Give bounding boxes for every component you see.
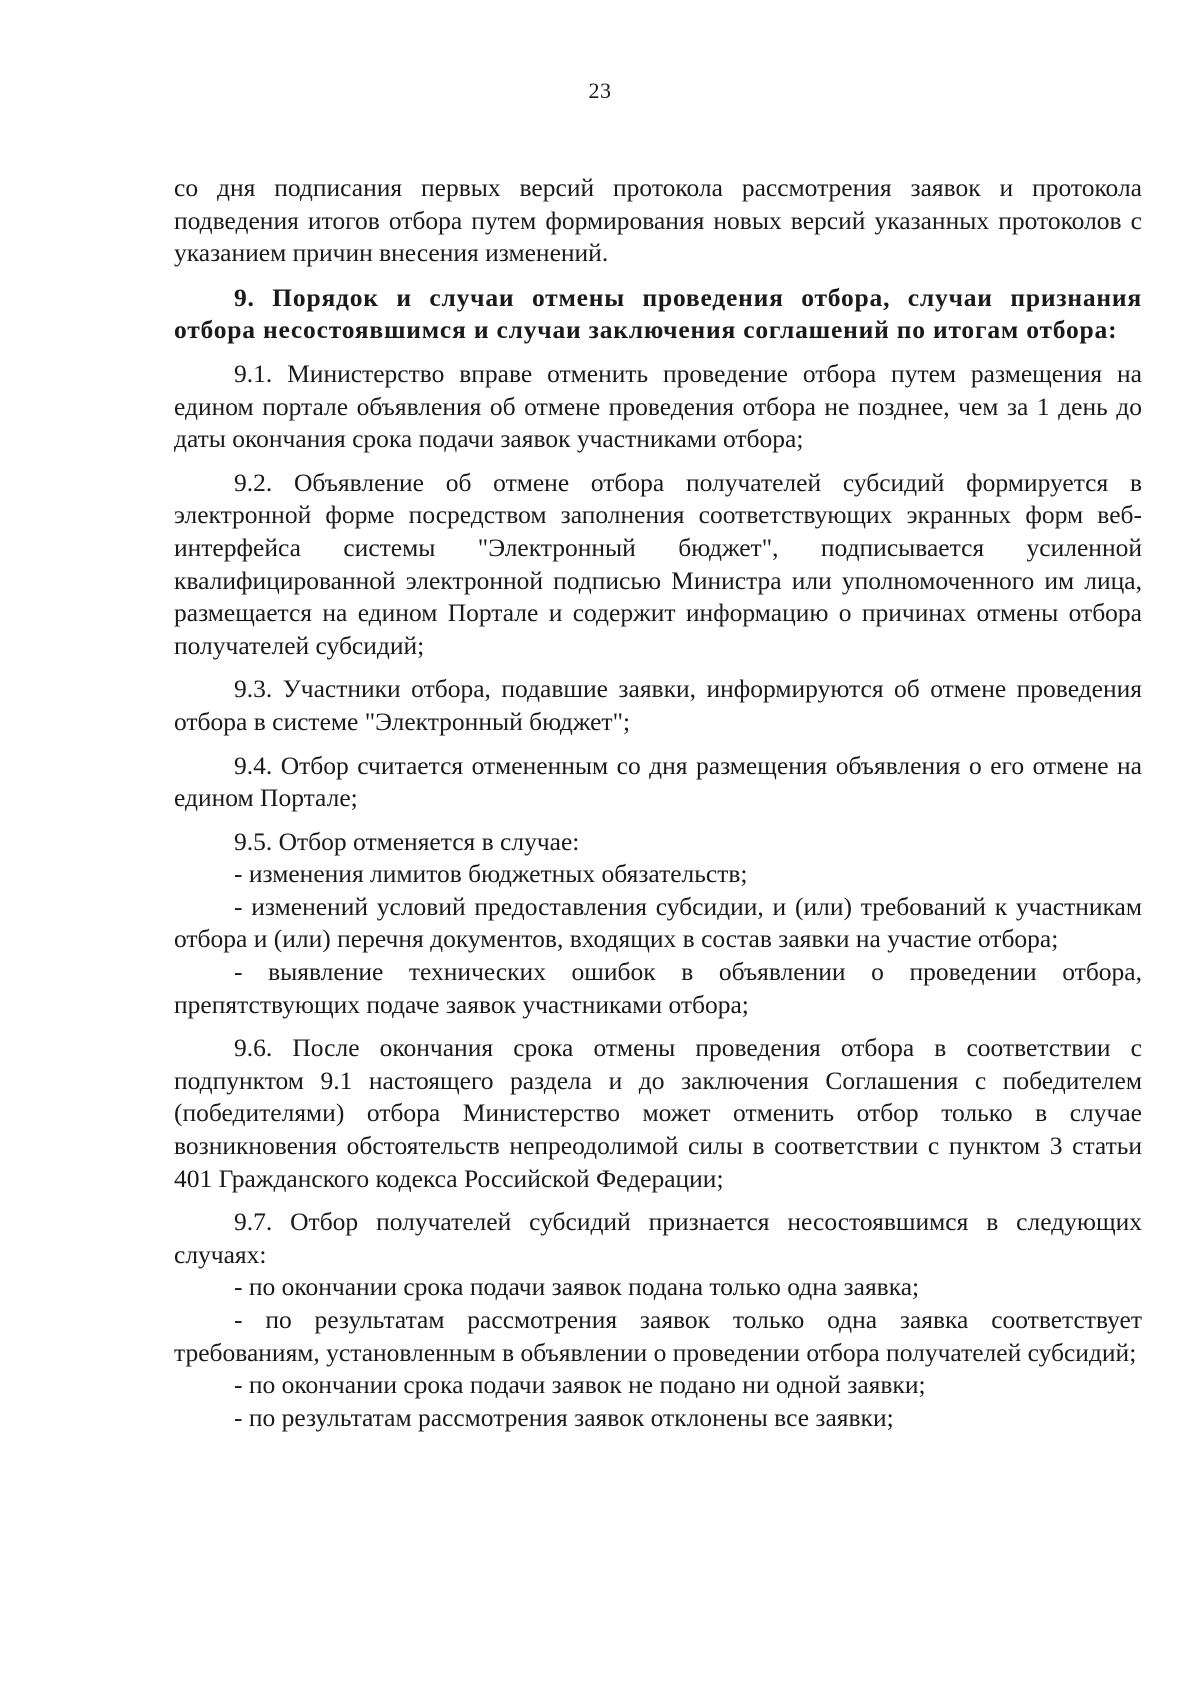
paragraph-9-7: 9.7. Отбор получателей субсидий признается несостоявшимся в следующих случаях: bbox=[174, 1207, 1142, 1269]
list-item-9-7-d: - по результатам рассмотрения заявок отклонены все заявки; bbox=[234, 1402, 894, 1432]
list-item-9-7-b: - по результатам рассмотрения заявок только одна заявка соответствует требованиям, установленным в объявлении о проведении отбора получателей субсидий; bbox=[174, 1305, 1142, 1367]
list-item-9-7-a: - по окончании срока подачи заявок подана только одна заявка; bbox=[234, 1272, 920, 1302]
paragraph-continuation: со дня подписания первых версий протокола рассмотрения заявок и протокола подведения итогов отбора путем формирования новых версий указанных протоколов с указанием причин внесения изменений. bbox=[174, 173, 1142, 268]
paragraph-9-4: 9.4. Отбор считается отмененным со дня размещения объявления о его отмене на едином Портале; bbox=[174, 750, 1142, 813]
list-item-9-5-a: - изменения лимитов бюджетных обязательств; bbox=[234, 859, 748, 889]
paragraph-9-5: 9.5. Отбор отменяется в случае: bbox=[234, 826, 580, 856]
paragraph-9-1: 9.1. Министерство вправе отменить проведение отбора путем размещения на едином портале объявления об отмене проведения отбора не позднее, чем за 1 день до даты окончания срока подачи заявок участниками отбора; bbox=[174, 358, 1142, 454]
list-item-9-5-c: - выявление технических ошибок в объявлении о проведении отбора, препятствующих подаче заявок участниками отбора; bbox=[174, 957, 1142, 1019]
paragraph-9-2: 9.2. Объявление об отмене отбора получателей субсидий формируется в электронной форме посредством заполнения соответствующих экранных форм веб-интерфейса системы "Электронный бюджет", подписывается усиленной квалифицированной электронной подписью Министра или уполномоченного им лица, размещается на едином Портале и содержит информацию о причинах отмены отбора получателей субсидий; bbox=[174, 467, 1142, 660]
list-item-9-5-b: - изменений условий предоставления субсидии, и (или) требований к участникам отбора и (или) перечня документов, входящих в состав заявки на участие отбора; bbox=[174, 891, 1142, 954]
list-item-9-7-c: - по окончании срока подачи заявок не подано ни одной заявки; bbox=[234, 1370, 926, 1400]
paragraph-9-6: 9.6. После окончания срока отмены проведения отбора в соответствии с подпунктом 9.1 настоящего раздела и до заключения Соглашения с победителем (победителями) отбора Министерство может отменить отбор только в случае возникновения обстоятельств непреодолимой силы в соответствии с пунктом 3 статьи 401 Гражданского кодекса Российской Федерации; bbox=[174, 1033, 1142, 1193]
paragraph-9-3: 9.3. Участники отбора, подавшие заявки, информируются об отмене проведения отбора в системе "Электронный бюджет"; bbox=[174, 674, 1142, 736]
document-body bbox=[174, 172, 1142, 1434]
page-number: 23 bbox=[588, 78, 612, 103]
section-heading-9: 9. Порядок и случаи отмены проведения отбора, случаи признания отбора несостоявшимся и случаи заключения соглашений по итогам отбора: bbox=[174, 282, 1142, 345]
